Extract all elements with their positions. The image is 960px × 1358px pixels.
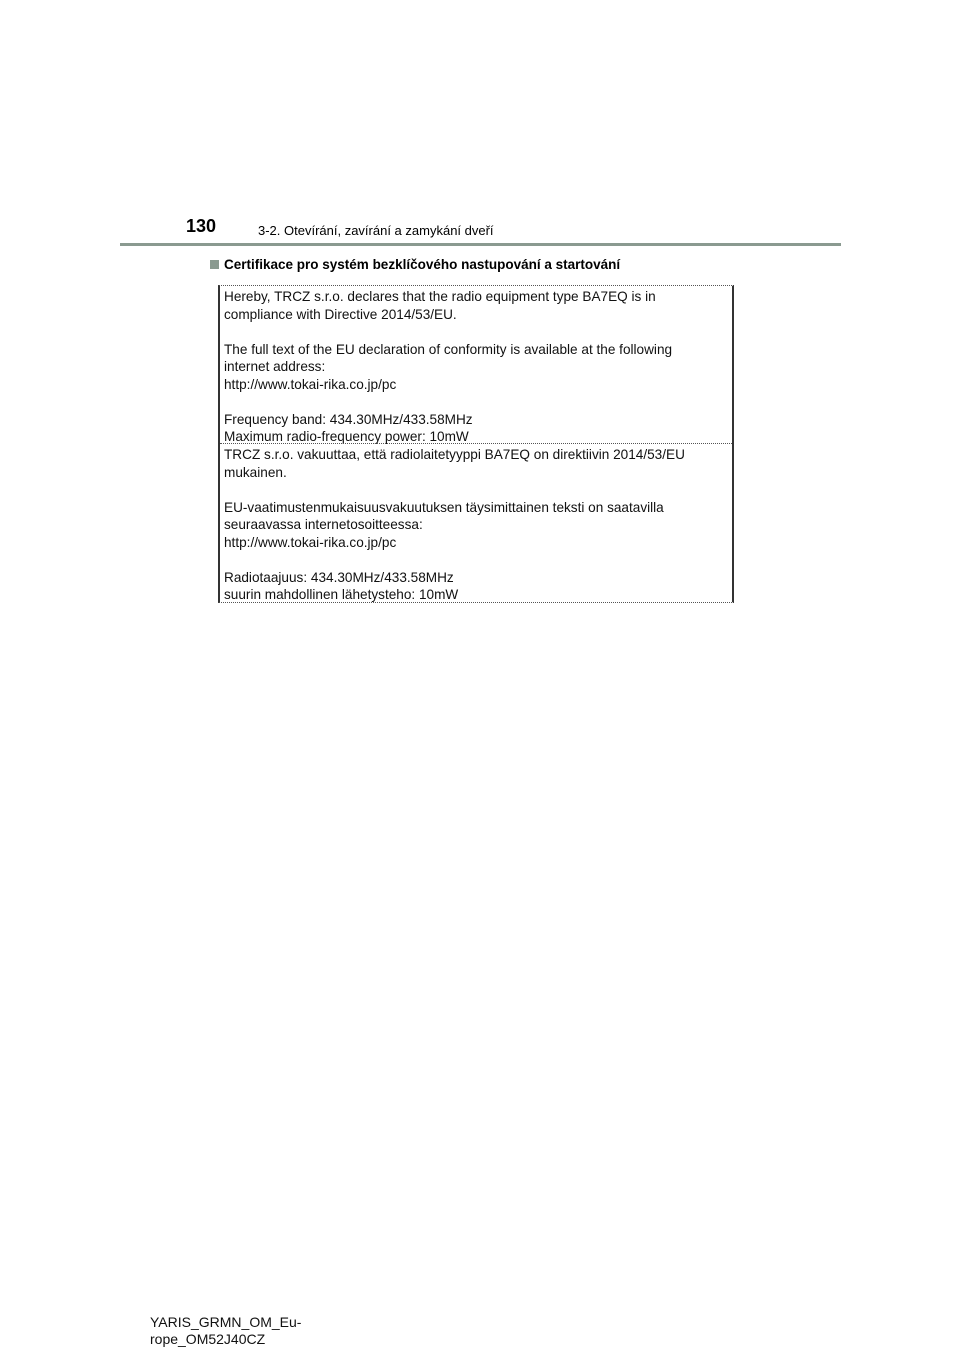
square-bullet-icon — [210, 260, 219, 269]
cert-fi-line: EU-vaatimustenmukaisuusvakuutuksen täysimittainen teksti on saatavilla — [224, 499, 664, 515]
subheading-text: Certifikace pro systém bezklíčového nastupování a startování — [224, 257, 621, 272]
cert-en-line: internet address: — [224, 359, 326, 374]
cert-fi-line: suurin mahdollinen lähetysteho: 10mW — [224, 587, 459, 602]
cert-fi-line: TRCZ s.r.o. vakuuttaa, että radiolaitetyyppi BA7EQ on direktiivin 2014/53/EU — [224, 447, 685, 462]
header-divider — [120, 243, 841, 246]
cert-fi-line: seuraavassa internetosoitteessa: — [224, 517, 423, 532]
cert-fi-line: mukainen. — [224, 464, 287, 480]
cert-fi-line: Radiotaajuus: 434.30MHz/433.58MHz — [224, 569, 454, 585]
cert-fi-url: http://www.tokai-rika.co.jp/pc — [224, 534, 397, 550]
cert-en-line: Hereby, TRCZ s.r.o. declares that the radio equipment type BA7EQ is in — [224, 289, 656, 304]
subheading — [210, 257, 620, 272]
certificate-english — [224, 288, 728, 446]
cert-en-url: http://www.tokai-rika.co.jp/pc — [224, 376, 397, 392]
certificate-finnish — [224, 446, 728, 604]
certificate-image — [218, 285, 734, 603]
document-id — [150, 1314, 301, 1348]
cert-en-line: The full text of the EU declaration of conformity is available at the following — [224, 341, 673, 357]
page-number: 130 — [186, 216, 217, 236]
section-title: 3-2. Otevírání, zavírání a zamykání dveří — [258, 223, 494, 238]
cert-en-line: Maximum radio-frequency power: 10mW — [224, 429, 469, 444]
cert-en-line: compliance with Directive 2014/53/EU. — [224, 306, 457, 322]
cert-en-line: Frequency band: 434.30MHz/433.58MHz — [224, 411, 473, 427]
document-id-line: rope_OM52J40CZ — [150, 1331, 266, 1347]
document-id-line: YARIS_GRMN_OM_Eu- — [150, 1314, 302, 1330]
certificate-divider — [220, 443, 732, 444]
